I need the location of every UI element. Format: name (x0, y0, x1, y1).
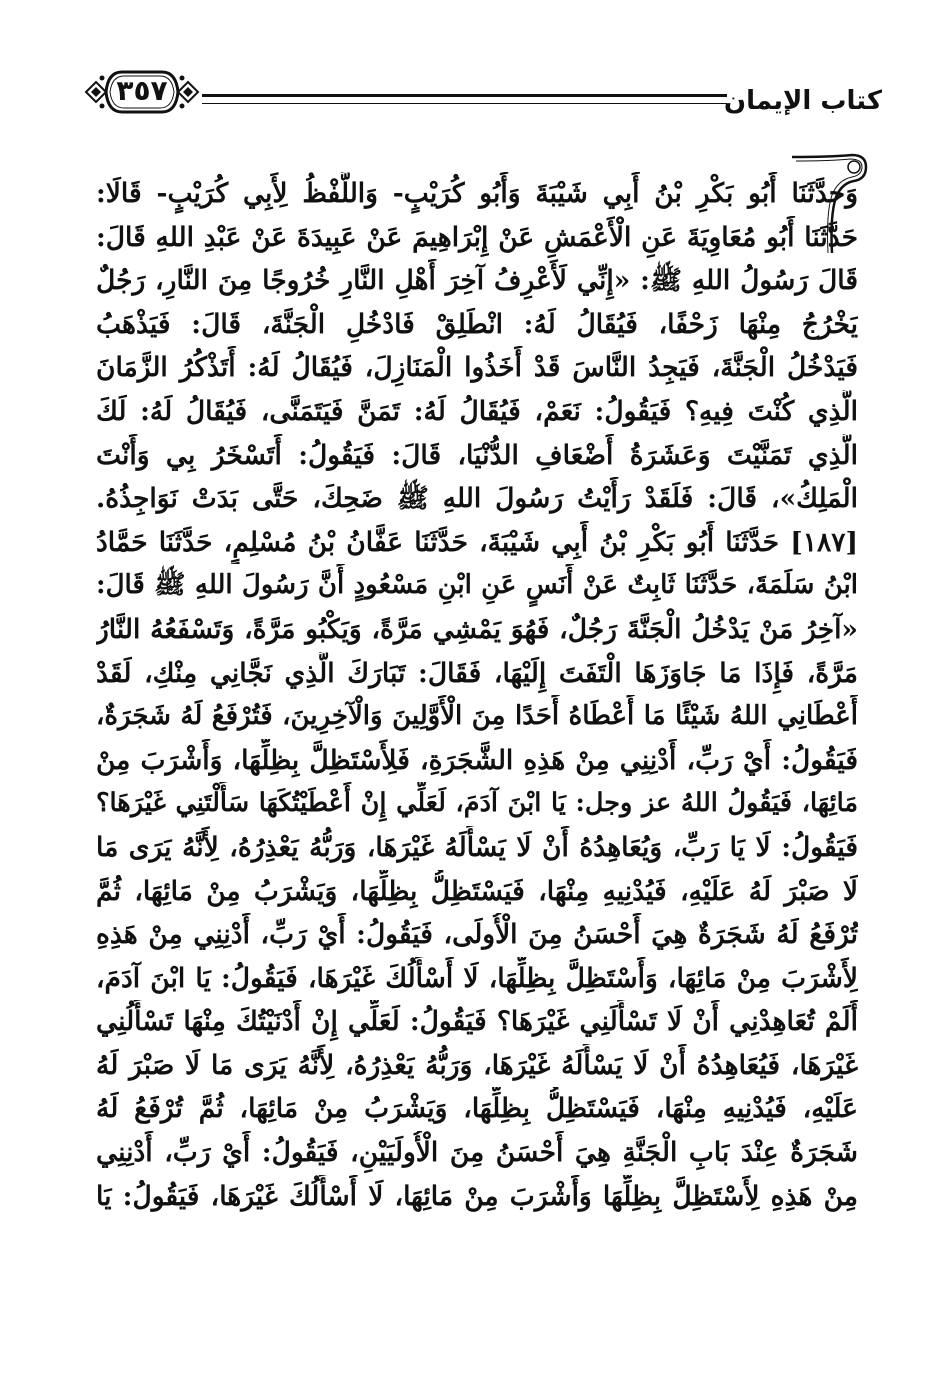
text-line: ابْنُ سَلَمَةَ، حَدَّثَنَا ثَابِتٌ عَنْ أَنَسٍ عَنِ ابْنِ مَسْعُودٍ أَنَّ رَسُولَ اللهِ ﷺ قَالَ: (96, 570, 858, 601)
text-line: مَرَّةً، فَإِذَا مَا جَاوَزَهَا الْتَفَتَ إِلَيْهَا، فَقَالَ: تَبَارَكَ الَّذِي نَجَّانِي مِنْكِ، لَقَدْ (96, 657, 858, 689)
text-line: الْمَلِكُ»، قَالَ: فَلَقَدْ رَأَيْتُ رَسُولَ اللهِ ﷺ ضَحِكَ، حَتَّى بَدَتْ نَوَاجِذُهُ. (96, 483, 858, 515)
text-line: فَيَقُولُ: أَيْ رَبِّ، أَدْنِنِي مِنْ هَذِهِ الشَّجَرَةِ، فَلِأَسْتَظِلَّ بِظِلِّهَا، وَأَشْرَبَ مِنْ (96, 744, 858, 776)
text-line: [١٨٧] حَدَّثَنَا أَبُو بَكْرِ بْنُ أَبِي شَيْبَةَ، حَدَّثَنَا عَفَّانُ بْنُ مُسْلِمٍ، حَدَّثَنَا حَمَّادُ (96, 526, 858, 558)
page-number-ornament (82, 64, 202, 120)
text-line: الَّذِي كُنْتَ فِيهِ؟ فَيَقُولُ: نَعَمْ، فَيُقَالُ لَهُ: تَمَنَّ فَيَتَمَنَّى، فَيُقَالُ لَهُ: لَكَ (96, 395, 858, 427)
text-line: مَائِهَا، فَيَقُولُ اللهُ عز وجل: يَا ابْنَ آدَمَ، لَعَلِّي إِنْ أَعْطَيْتُكَهَا سَأَلْتَنِي غَيْرَهَا؟ (96, 788, 858, 819)
page-number: ٣٥٧ (116, 74, 168, 107)
text-line: وَحدَّثَنَا أَبُو بَكْرِ بْنُ أَبِي شَيْبَةَ وَأَبُو كُرَيْبٍ- وَاللَّفْظُ لِأَبِي كُرَيْبٍ- قَالَا: (96, 178, 858, 209)
text-line: تُرْفَعُ لَهُ شَجَرَةٌ هِيَ أَحْسَنُ مِنَ الْأُولَى، فَيَقُولُ: أَيْ رَبِّ، أَدْنِنِي مِنْ هَذِهِ (96, 919, 858, 951)
text-line: قَالَ رَسُولُ اللهِ ﷺ: «إِنِّي لَأَعْرِفُ آخِرَ أَهْلِ النَّارِ خُرُوجًا مِنَ النَّارِ، رَجُلٌ (96, 265, 858, 297)
text-line: لَا صَبْرَ لَهُ عَلَيْهِ، فَيُدْنِيهِ مِنْهَا، فَيَسْتَظِلُّ بِظِلِّهَا، وَيَشْرَبُ مِنْ مَائِهَا، ثُمَّ (96, 875, 858, 907)
text-line: لِأَشْرَبَ مِنْ مَائِهَا، وَأَسْتَظِلَّ بِظِلِّهَا، لَا أَسْأَلُكَ غَيْرَهَا، فَيَقُولُ: يَا ابْنَ آدَمَ، (96, 962, 858, 994)
text-line: شَجَرَةٌ عِنْدَ بَابِ الْجَنَّةِ هِيَ أَحْسَنُ مِنَ الْأُولَيَيْنِ، فَيَقُولُ: أَيْ رَبِّ، أَدْنِنِي (96, 1137, 858, 1169)
book-title: كتاب الإيمان (723, 86, 882, 116)
text-line: غَيْرَهَا، فَيُعَاهِدُهُ أَنْ لَا يَسْأَلَهُ غَيْرَهَا، وَرَبُّهُ يَعْذِرُهُ، لِأَنَّهُ يَرَى مَا لَا صَبْرَ لَهُ (96, 1049, 858, 1081)
page-header (82, 64, 882, 124)
text-line: حَدَّثَنَا أَبُو مُعَاوِيَةَ عَنِ الْأَعْمَشِ عَنْ إِبْرَاهِيمَ عَنْ عَبِيدَةَ عَنْ عَبْدِ اللهِ قَالَ: (96, 221, 858, 253)
text-line: فَيَقُولُ: لَا يَا رَبِّ، وَيُعَاهِدُهُ أَنْ لَا يَسْأَلَهُ غَيْرَهَا، وَرَبُّهُ يَعْذِرُهُ، لِأَنَّهُ يَرَى مَا (96, 831, 858, 863)
hadith-text (96, 172, 858, 1218)
text-line: الَّذِي تَمَنَّيْتَ وَعَشَرَةُ أَضْعَافِ الدُّنْيَا، قَالَ: فَيَقُولُ: أَتَسْخَرُ بِي وَأَنْتَ (96, 439, 858, 471)
text-line: أَلَمْ تُعَاهِدْنِي أَنْ لَا تَسْأَلَنِي غَيْرَهَا؟ فَيَقُولُ: لَعَلِّي إِنْ أَدْنَيْتُكَ مِنْهَا تَسْأَلُنِي (96, 1006, 858, 1038)
text-line: «آخِرُ مَنْ يَدْخُلُ الْجَنَّةَ رَجُلٌ، فَهُوَ يَمْشِي مَرَّةً، وَيَكْبُو مَرَّةً، وَتَسْفَعُهُ النَّارُ (96, 613, 858, 645)
text-line: فَيَدْخُلُ الْجَنَّةَ، فَيَجِدُ النَّاسَ قَدْ أَخَذُوا الْمَنَازِلَ، فَيُقَالُ لَهُ: أَتَذْكُرُ الزَّمَانَ (96, 352, 858, 384)
text-line: يَخْرُجُ مِنْهَا زَحْفًا، فَيُقَالُ لَهُ: انْطَلِقْ فَادْخُلِ الْجَنَّةَ، قَالَ: فَيَذْهَبُ (96, 308, 858, 340)
text-line: مِنْ هَذِهِ لِأَسْتَظِلَّ بِظِلِّهَا وَأَشْرَبَ مِنْ مَائِهَا، لَا أَسْأَلُكَ غَيْرَهَا، فَيَقُولُ: يَا (96, 1180, 858, 1212)
text-line: أَعْطَانِي اللهُ شَيْئًا مَا أَعْطَاهُ أَحَدًا مِنَ الْأَوَّلِينَ وَالْآخِرِينَ، فَتُرْفَعُ لَهُ شَجَرَةٌ، (96, 701, 858, 732)
text-line: عَلَيْهِ، فَيُدْنِيهِ مِنْهَا، فَيَسْتَظِلُّ بِظِلِّهَا، وَيَشْرَبُ مِنْ مَائِهَا، ثُمَّ تُرْفَعُ لَهُ (96, 1093, 858, 1125)
header-rule (202, 94, 727, 104)
